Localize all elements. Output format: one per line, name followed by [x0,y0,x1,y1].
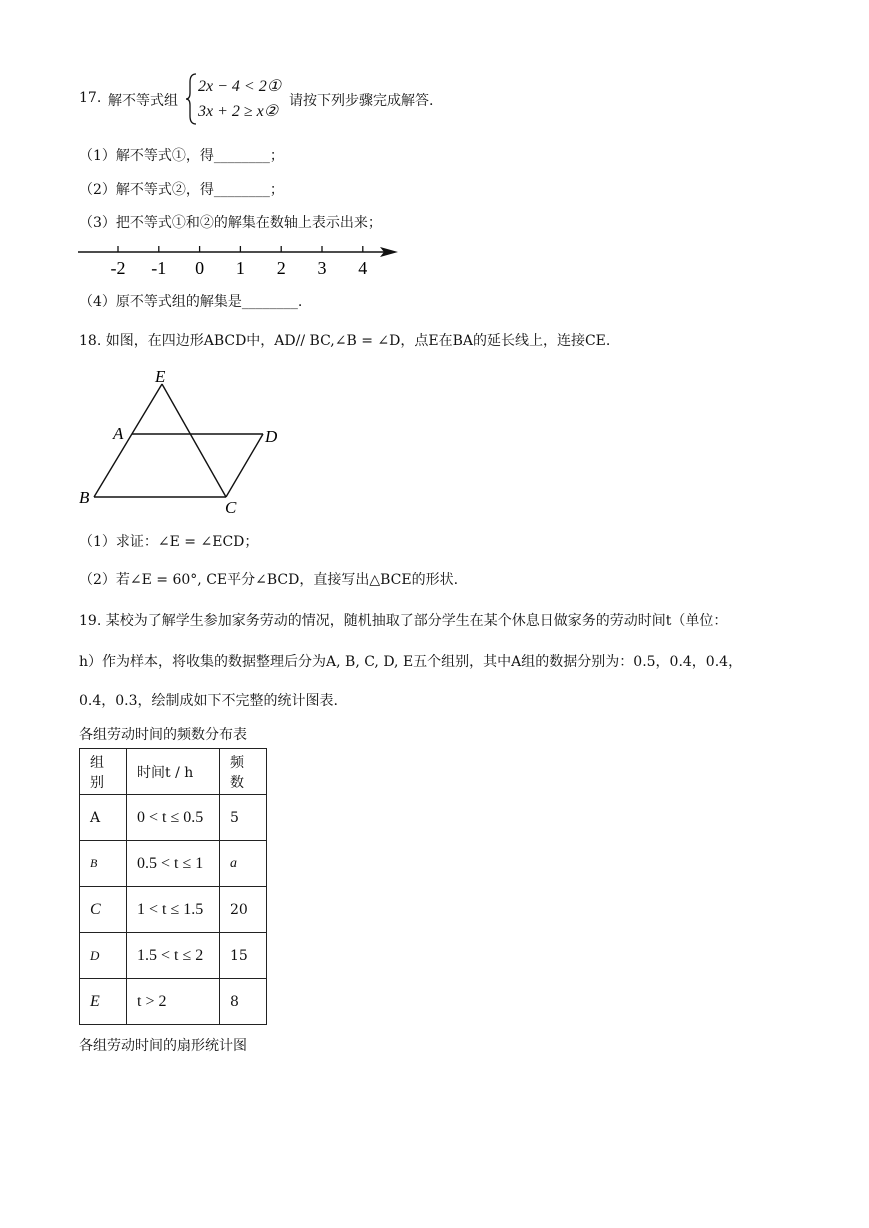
q19-line2: h）作为样本，将收集的数据整理后分为A, B, C, D, E五个组别，其中A组的数据分别为：0.5，0.4，0.4， [79,654,743,670]
cell-frequency: 20 [220,887,267,933]
header-group: 组别 [80,749,127,795]
table-header-row [80,749,267,795]
cell-time: t > 2 [127,979,220,1025]
table-row [80,887,267,933]
quadrilateral-figure [76,366,296,518]
table-row [80,841,267,887]
inequality-system [186,72,296,126]
cell-group: A [80,795,127,841]
table-title: 各组劳动时间的频数分布表 [79,727,247,743]
q19-line3: 0.4，0.3，绘制成如下不完整的统计图表. [79,693,338,709]
label-C: C [225,498,237,517]
q17-part3: （3）把不等式①和②的解集在数轴上表示出来； [79,215,382,231]
table-row [80,979,267,1025]
numberline-tick-label: 2 [276,258,286,278]
header-frequency: 频数 [220,749,267,795]
q17-tail: 请按下列步骤完成解答. [289,93,434,109]
frequency-table [79,748,267,1025]
cell-time: 1 < t ≤ 1.5 [127,887,220,933]
numberline-tick-label: 4 [358,258,368,278]
label-B: B [79,488,90,507]
numberline-tick-label: -1 [151,258,167,278]
cell-group: E [80,979,127,1025]
label-E: E [155,367,166,386]
number-line [76,238,402,282]
q17-part4: （4）原不等式组的解集是________. [79,294,303,310]
numberline-tick-label: -2 [110,258,126,278]
q17-number: 17. [79,90,102,106]
cell-frequency: 8 [220,979,267,1025]
cell-frequency: a [220,841,267,887]
cell-frequency: 5 [220,795,267,841]
segment-EC [162,384,226,497]
q17-part1: （1）解不等式①，得________； [79,148,284,164]
table-row [80,933,267,979]
q17-part2: （2）解不等式②，得________； [79,182,284,198]
pie-chart-title: 各组劳动时间的扇形统计图 [79,1038,247,1054]
q17-lead: 解不等式组 [108,93,178,109]
label-A: A [113,424,124,443]
cell-group: D [80,933,127,979]
segment-DC [226,434,263,497]
cell-group: B [80,841,127,887]
q19-line1: 19. 某校为了解学生参加家务劳动的情况，随机抽取了部分学生在某个休息日做家务的劳动时间t（单位： [79,613,728,629]
cell-frequency: 15 [220,933,267,979]
table-row [80,795,267,841]
inequality-1: 2x − 4 < 2① [198,78,282,95]
segment-EB [94,384,162,497]
q18-statement: 18. 如图，在四边形ABCD中，AD// BC,∠B = ∠D，点E在BA的延长线上，连接CE. [79,333,611,349]
cell-group: C [80,887,127,933]
q18-part2: （2）若∠E = 60°, CE平分∠BCD，直接写出△BCE的形状. [79,572,459,588]
cell-time: 0.5 < t ≤ 1 [127,841,220,887]
header-time: 时间t / h [127,749,220,795]
q18-part1: （1）求证：∠E = ∠ECD； [79,534,259,550]
numberline-tick-label: 0 [195,258,205,278]
cell-time: 1.5 < t ≤ 2 [127,933,220,979]
inequality-2: 3x + 2 ≥ x② [198,103,279,120]
numberline-tick-label: 3 [317,258,327,278]
label-D: D [265,427,278,446]
numberline-tick-label: 1 [235,258,245,278]
cell-time: 0 < t ≤ 0.5 [127,795,220,841]
brace-icon [186,72,198,126]
